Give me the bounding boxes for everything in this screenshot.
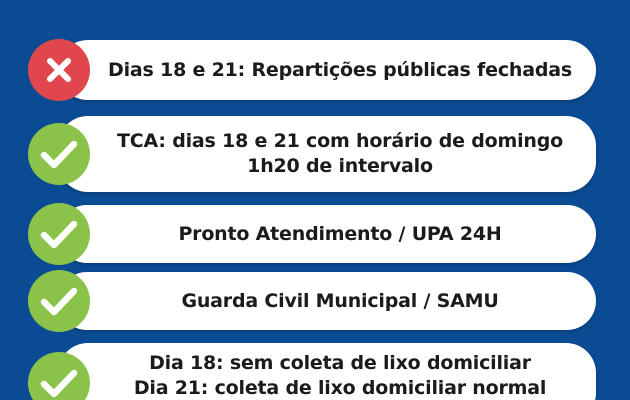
checkmark-icon xyxy=(28,123,90,185)
item-text: Dia 18: sem coleta de lixo domiciliar xyxy=(149,352,531,374)
list-item-upa xyxy=(28,205,596,263)
item-text: Guarda Civil Municipal / SAMU xyxy=(181,289,499,312)
list-item-tca xyxy=(28,116,596,192)
item-text-secondary: Dia 21: coleta de lixo domiciliar normal xyxy=(133,377,547,399)
item-card xyxy=(58,116,596,192)
item-card xyxy=(58,343,596,400)
item-text: TCA: dias 18 e 21 com horário de domingo xyxy=(117,130,563,152)
checkmark-icon xyxy=(28,270,90,332)
item-card xyxy=(58,272,596,330)
list-item-guarda xyxy=(28,272,596,330)
item-text: Pronto Atendimento / UPA 24H xyxy=(178,222,502,245)
checkmark-icon xyxy=(28,203,90,265)
list-item-repartições xyxy=(28,40,596,100)
item-card xyxy=(58,205,596,263)
item-text: Dias 18 e 21: Repartições públicas fechadas xyxy=(108,58,572,81)
item-card xyxy=(58,40,596,100)
x-mark-icon xyxy=(28,39,90,101)
list-item-coleta xyxy=(28,343,596,400)
item-text-secondary: 1h20 de intervalo xyxy=(247,155,433,177)
